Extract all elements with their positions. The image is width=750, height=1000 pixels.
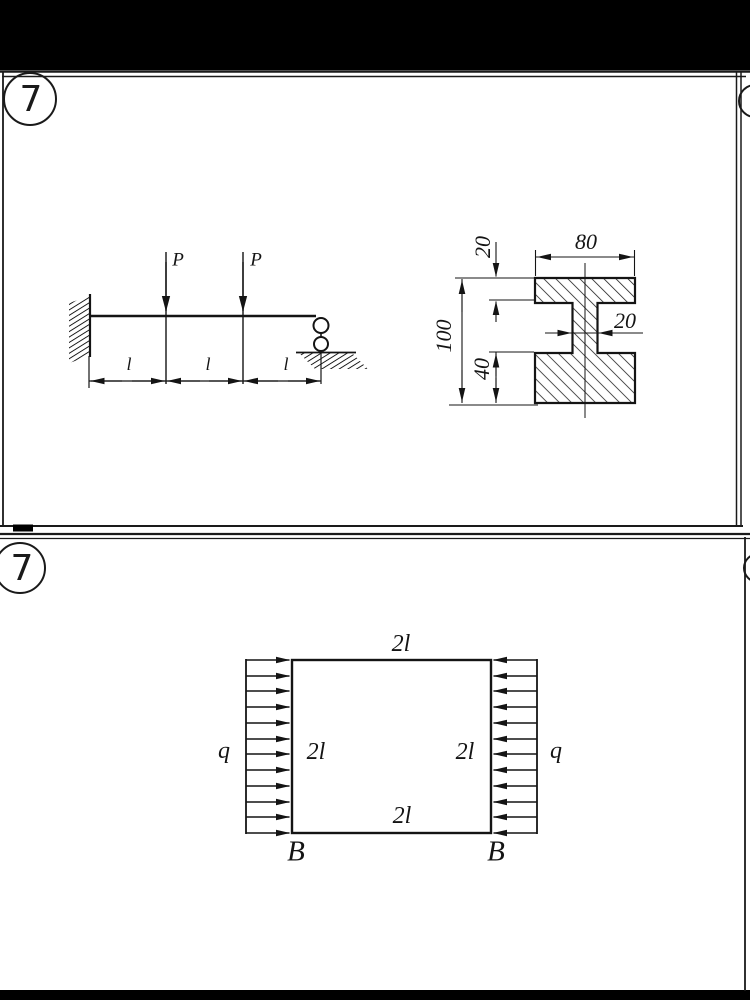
- dim-flange-width: 80: [575, 229, 597, 254]
- dim-total-height: 100: [431, 319, 456, 353]
- roller-ground-hatch: [299, 353, 368, 369]
- plate-bottom-edge-label: 2l: [392, 803, 412, 829]
- dim-web-thickness: 20: [614, 308, 636, 333]
- plate-right-edge-label: 2l: [455, 739, 475, 765]
- scan-ink-blob: [13, 525, 33, 532]
- span-label-3: l: [283, 354, 289, 374]
- right-load-arrows: [494, 660, 538, 833]
- top-panel-number: 7: [19, 79, 43, 120]
- force-label-1: P: [172, 249, 184, 271]
- left-load-label: q: [218, 738, 230, 764]
- span-label-2: l: [205, 354, 211, 374]
- corner-label-right: B: [487, 835, 505, 868]
- beam-diagram: [69, 249, 368, 388]
- force-label-2: P: [250, 249, 262, 271]
- dim-bottom-flange-height: 40: [469, 358, 494, 380]
- sheet-frame: [0, 72, 750, 992]
- left-load-arrows: [246, 660, 290, 833]
- corner-label-left: B: [287, 835, 305, 868]
- roller-support-upper-circle: [314, 318, 329, 333]
- bottom-panel-number: 7: [10, 548, 34, 589]
- plate-left-edge-label: 2l: [306, 739, 326, 765]
- roller-support-lower-circle: [314, 337, 328, 351]
- plate-diagram: [246, 659, 537, 834]
- right-load-label: q: [550, 738, 562, 764]
- dim-top-flange-thickness: 20: [470, 236, 495, 258]
- span-label-1: l: [126, 354, 132, 374]
- fixed-support-hatch: [69, 296, 90, 363]
- plate-top-edge-label: 2l: [391, 631, 411, 657]
